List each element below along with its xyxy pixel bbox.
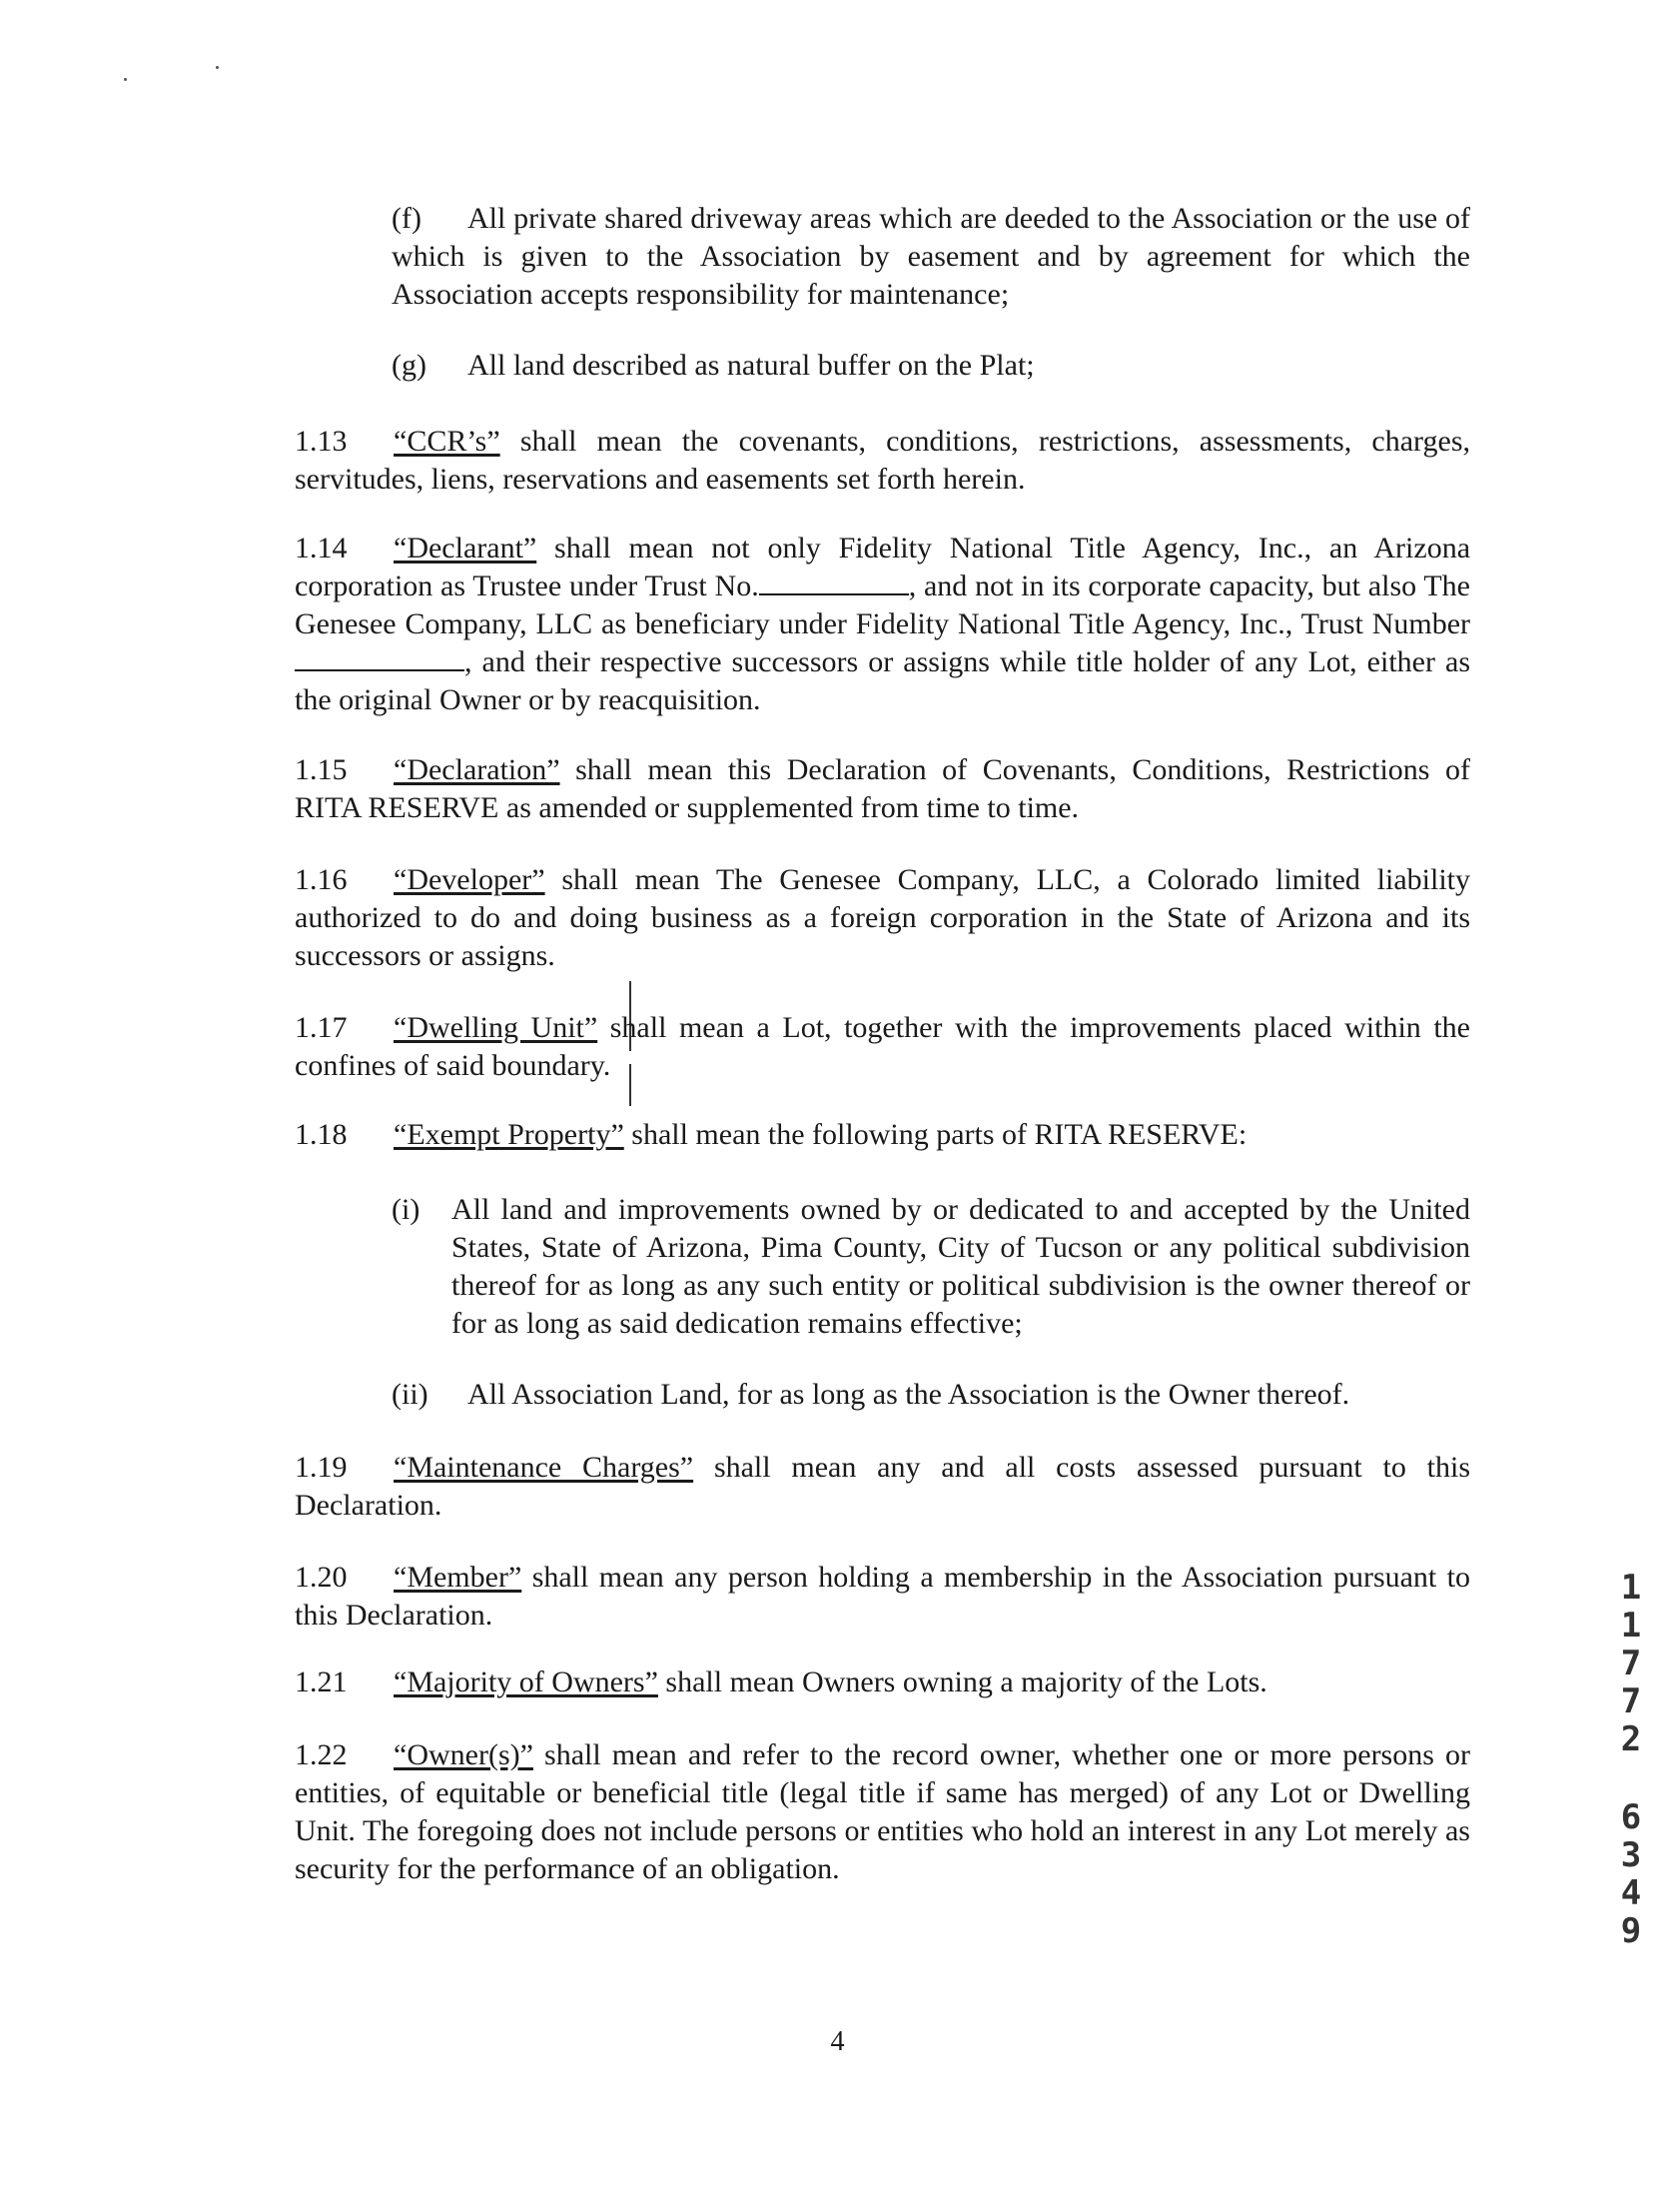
stamp-digit: 4 [1620,1873,1642,1913]
stamp-digit: 9 [1620,1911,1642,1951]
section-1-22 [295,1736,1470,1888]
trust-number-blank [295,643,464,671]
section-1-17 [295,1009,1470,1085]
defined-term: “Maintenance Charges” [394,1451,694,1484]
defined-term: “Exempt Property” [394,1118,624,1151]
section-number: 1.15 [295,753,348,786]
section-text: shall mean and refer to the record owner, whether one or more persons or entities, of equitable or beneficial title (legal title if same has merged) of any Lot or Dwelling Unit. The foregoing does not include persons or entities who hold an interest in any Lot merely as security for the performance of an obligation. [295,1738,1471,1885]
item-text: All land and improvements owned by or dedicated to and accepted by the United States, State of Arizona, Pima County, City of Tucson or any political subdivision thereof for as long as any such entity or political subdivision is the owner thereof or for as long as said dedication remains effective; [451,1193,1470,1340]
section-text: shall mean Owners owning a majority of the Lots. [665,1665,1267,1698]
section-text: shall mean The Genesee Company, LLC, a Colorado limited liability authorized to do and doing business as a foreign corporation in the State of Arizona and its successors or assigns. [295,863,1471,972]
defined-term: “Member” [394,1561,522,1594]
stamp-digit: 7 [1620,1644,1642,1683]
section-text: shall mean not only Fidelity National Title Agency, Inc., an Arizona corporation as Trustee under Trust No. [295,532,1471,602]
section-text: shall mean any person holding a membership in the Association pursuant to this Declaration. [295,1561,1471,1632]
section-1-14 [295,530,1470,719]
section-1-21 [295,1663,1470,1701]
item-g [392,347,1470,385]
section-1-20 [295,1559,1470,1635]
defined-term: “Dwelling Unit” [394,1011,598,1044]
section-number: 1.20 [295,1561,348,1594]
page-number: 4 [830,2026,845,2057]
defined-term: “Declarant” [394,532,537,564]
section-text: , and not in its corporate capacity, but also The Genesee Company, LLC as beneficiary under Fidelity National Title Agency, Inc., Trust Number [295,569,1470,640]
section-text: shall mean the following parts of RITA RESERVE: [631,1118,1248,1151]
recording-stamp [1611,1569,1651,1950]
section-number: 1.18 [295,1118,348,1151]
trust-number-blank [759,567,909,595]
scan-speck [124,78,127,81]
item-text: All Association Land, for as long as the Association is the Owner thereof. [467,1378,1350,1411]
section-number: 1.22 [295,1738,348,1771]
section-1-13 [295,423,1470,499]
section-1-16 [295,861,1470,975]
item-label: (i) [392,1193,420,1226]
section-text: shall mean this Declaration of Covenants, Conditions, Restrictions of RITA RESERVE as amended or supplemented from time to time. [295,753,1470,824]
section-1-15 [295,751,1470,827]
section-text: shall mean the covenants, conditions, restrictions, assessments, charges, servitudes, liens, reservations and easements set forth herein. [295,425,1470,496]
section-1-18 [295,1116,1470,1154]
scan-speck [216,66,219,69]
section-number: 1.14 [295,532,348,564]
defined-term: “CCR’s” [394,425,500,458]
defined-term: “Declaration” [394,753,560,786]
stamp-digit: 6 [1620,1797,1642,1837]
section-text: shall mean any and all costs assessed pursuant to this Declaration. [295,1451,1471,1522]
item-label: (f) [392,202,421,235]
section-number: 1.21 [295,1665,348,1698]
stamp-digit: 1 [1620,1606,1642,1646]
stamp-gap [1611,1758,1651,1798]
section-1-19 [295,1449,1470,1525]
defined-term: “Majority of Owners” [394,1665,658,1698]
stamp-digit: 7 [1620,1681,1642,1721]
item-label: (ii) [392,1378,428,1411]
item-label: (g) [392,349,426,382]
item-text: All private shared driveway areas which are deeded to the Association or the use of which is given to the Association by easement and by agreement for which the Association accepts responsibility for maintenance; [392,202,1470,311]
section-number: 1.16 [295,863,348,896]
item-ii [392,1376,1470,1414]
section-text: , and their respective successors or assigns while title holder of any Lot, either as the original Owner or by reacquisition. [295,645,1470,716]
stamp-digit: 2 [1620,1719,1642,1759]
section-number: 1.13 [295,425,348,458]
defined-term: “Owner(s)” [394,1738,533,1771]
stamp-digit: 1 [1620,1568,1642,1608]
section-number: 1.19 [295,1451,348,1484]
defined-term: “Developer” [394,863,545,896]
stamp-digit: 3 [1620,1835,1642,1875]
section-number: 1.17 [295,1011,348,1044]
item-i [392,1191,1470,1343]
item-f [392,200,1470,314]
item-text: All land described as natural buffer on the Plat; [467,349,1035,382]
section-text: shall mean a Lot, together with the improvements placed within the confines of said boundary. [295,1011,1470,1082]
